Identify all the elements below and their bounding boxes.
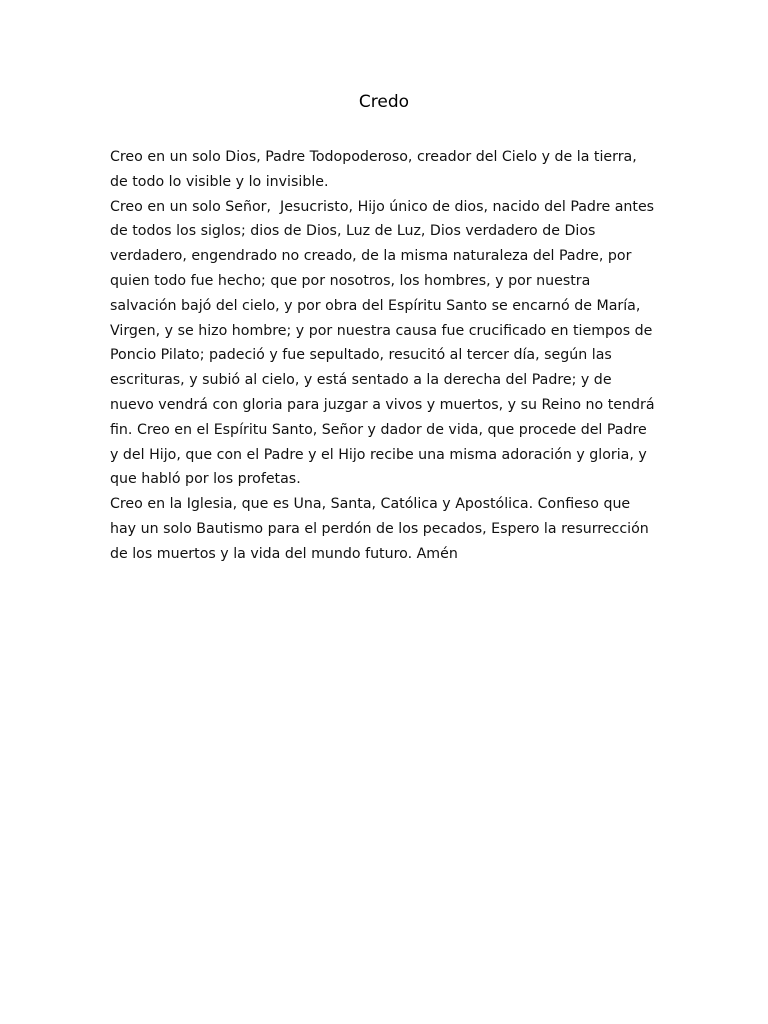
body-line: verdadero, engendrado no creado, de la misma naturaleza del Padre, por (110, 248, 632, 265)
document-title: Credo (358, 92, 410, 112)
body-line: quien todo fue hecho; que por nosotros, los hombres, y por nuestra (110, 272, 591, 289)
body-line: hay un solo Bautismo para el perdón de los pecados, Espero la resurrección (110, 520, 649, 537)
body-line: Virgen, y se hizo hombre; y por nuestra causa fue crucificado en tiempos de (110, 322, 653, 339)
body-line: nuevo vendrá con gloria para juzgar a vivos y muertos, y su Reino no tendrá (110, 396, 655, 413)
body-line: salvación bajó del cielo, y por obra del Espíritu Santo se encarnó de María, (110, 297, 641, 314)
body-line: y del Hijo, que con el Padre y el Hijo recibe una misma adoración y gloria, y (110, 446, 647, 463)
body-line: de todos los siglos; dios de Dios, Luz de Luz, Dios verdadero de Dios (110, 223, 596, 240)
body-line: fin. Creo en el Espíritu Santo, Señor y dador de vida, que procede del Padre (110, 421, 647, 438)
body-line: escrituras, y subió al cielo, y está sentado a la derecha del Padre; y de (110, 372, 612, 389)
body-line: de todo lo visible y lo invisible. (110, 173, 329, 190)
document-body (110, 145, 662, 567)
body-line: Poncio Pilato; padeció y fue sepultado, resucitó al tercer día, según las (110, 347, 612, 364)
body-line: Creo en un solo Dios, Padre Todopoderoso, creador del Cielo y de la tierra, (110, 149, 637, 165)
body-line: que habló por los profetas. (110, 471, 301, 488)
body-line: de los muertos y la vida del mundo futuro. Amén (110, 545, 458, 562)
body-line: Creo en un solo Señor, Jesucristo, Hijo único de dios, nacido del Padre antes (110, 198, 655, 215)
body-line: Creo en la Iglesia, que es Una, Santa, Católica y Apostólica. Confieso que (110, 496, 631, 513)
